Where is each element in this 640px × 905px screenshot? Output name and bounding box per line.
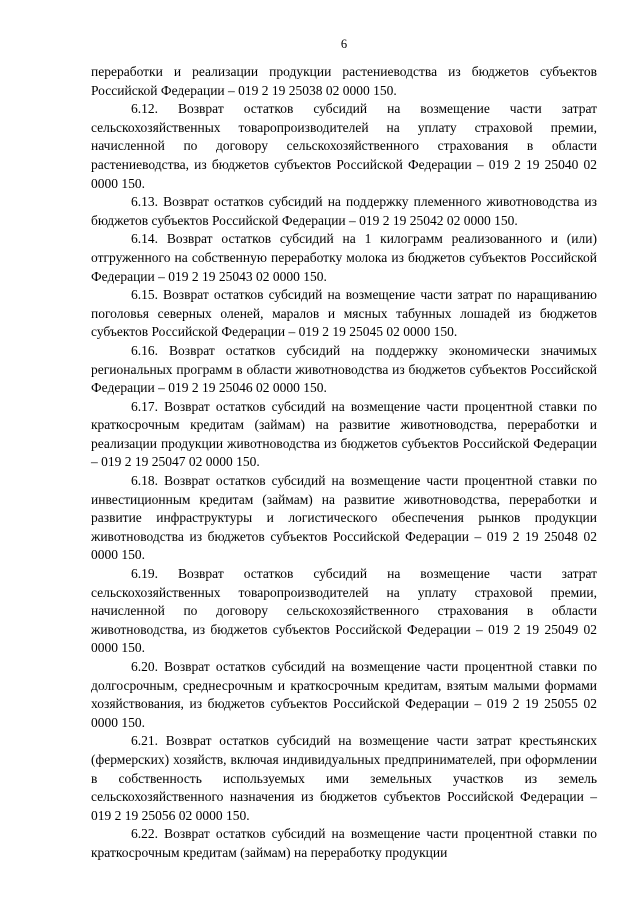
paragraph-6-12: 6.12. Возврат остатков субсидий на возмещение части затрат сельскохозяйственных товаропроизводителей на уплату страховой премии, начисленной по договору сельскохозяйственного страхования в области растениеводства, из бюджетов субъектов Российской Федерации – 019 2 19 25040 02 0000 150.: [91, 101, 597, 191]
page-number: 6: [340, 37, 348, 51]
paragraph-6-18: 6.18. Возврат остатков субсидий на возмещение части процентной ставки по инвестиционным кредитам (займам) на развитие животноводства, переработки и развитие инфраструктуры и логистического обеспечения рынков продукции животноводства из бюджетов субъектов Российской Федерации – 019 2 19 25048 02 0000 150.: [91, 473, 597, 563]
paragraph-6-16: 6.16. Возврат остатков субсидий на поддержку экономически значимых региональных программ в области животноводства из бюджетов субъектов Российской Федерации – 019 2 19 25046 02 0000 150.: [91, 342, 597, 396]
paragraph-6-22: 6.22. Возврат остатков субсидий на возмещение части процентной ставки по краткосрочным кредитам (займам) на переработку продукции: [91, 826, 597, 860]
paragraph-6-15: 6.15. Возврат остатков субсидий на возмещение части затрат по наращиванию поголовья северных оленей, маралов и мясных табунных лошадей из бюджетов субъектов Российской Федерации – 019 2 19 25045 02 0000 150.: [91, 287, 597, 340]
paragraph-6-13: 6.13. Возврат остатков субсидий на поддержку племенного животноводства из бюджетов субъектов Российской Федерации – 019 2 19 25042 02 0000 150.: [91, 194, 597, 228]
document-page: [91, 0, 597, 905]
paragraph-6-14: 6.14. Возврат остатков субсидий на 1 килограмм реализованного и (или) отгруженного на собственную переработку молока из бюджетов субъектов Российской Федерации – 019 2 19 25043 02 0000 150.: [91, 231, 597, 284]
paragraph-6-21: 6.21. Возврат остатков субсидий на возмещение части затрат крестьянских (фермерских) хозяйств, включая индивидуальных предпринимателей, при оформлении в собственность используемых ими земельных участков из земель сельскохозяйственного назначения из бюджетов субъектов Российской Федерации – 019 2 19 25056 02 0000 150.: [91, 733, 597, 823]
paragraph-6-19: 6.19. Возврат остатков субсидий на возмещение части затрат сельскохозяйственных товаропроизводителей на уплату страховой премии, начисленной по договору сельскохозяйственного страхования в области животноводства, из бюджетов субъектов Российской Федерации – 019 2 19 25049 02 0000 150.: [91, 566, 597, 656]
paragraph-6-17: 6.17. Возврат остатков субсидий на возмещение части процентной ставки по краткосрочным кредитам (займам) на развитие животноводства, переработки и реализации продукции животноводства из бюджетов субъектов Российской Федерации – 019 2 19 25047 02 0000 150.: [91, 398, 597, 470]
document-body: [91, 63, 597, 863]
paragraph-continuation: переработки и реализации продукции растениеводства из бюджетов субъектов Российской Федерации – 019 2 19 25038 02 0000 150.: [91, 64, 597, 98]
paragraph-6-20: 6.20. Возврат остатков субсидий на возмещение части процентной ставки по долгосрочным, среднесрочным и краткосрочным кредитам, взятым малыми формами хозяйствования, из бюджетов субъектов Российской Федерации – 019 2 19 25055 02 0000 150.: [91, 659, 597, 730]
